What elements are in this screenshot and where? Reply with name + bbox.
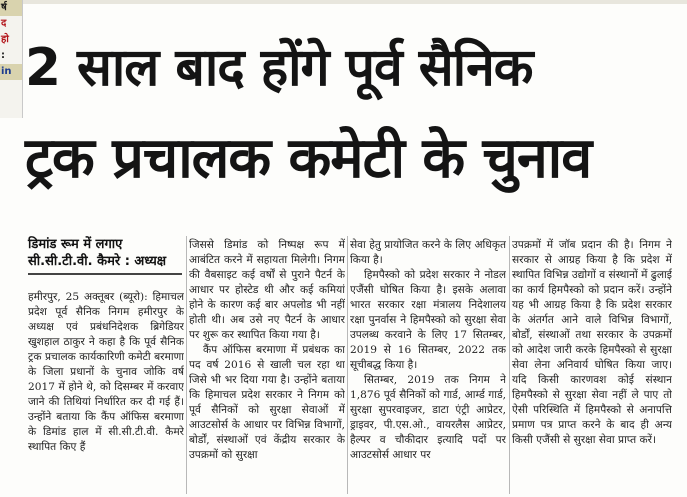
headline-line-2: ट्रक प्रचालक कमेटी के चुनाव (25, 126, 592, 191)
column-1-text: हमीरपुर, 25 अक्तूबर (ब्यूरो): हिमाचल प्रदेश पूर्व सैनिक निगम हमीरपुर के अध्यक्ष एवं प्रबंधनिदेशक ब्रिगेडियर खुशहाल ठाकुर ने कहा है कि पूर्व सैनिक ट्रक प्रचालक कार्यकारिणी कमेटी बरमाणा के जिला प्रधानों के चुनाव जोकि वर्ष 2017 में होने थे, को दिसम्बर में करवाए जाने की तिथियां निर्धारित कर दी गई हैं। उन्होंने बताया कि कैंप ऑफिस बरमाणा के डिमांड हाल में सी.सी.टी.वी. कैमरे स्थापित किए हैं (28, 291, 184, 453)
headline-line-1: 2 साल बाद होंगे पूर्व सैनिक (25, 38, 533, 98)
column-2-paragraph-1: जिससे डिमांड को निष्पक्ष रूप में आबंटित करने में सहायता मिलेगी। निगम की वैबसाइट कई वर्षों से पुराने पैटर्न के आधार पर होस्टेड थी और कई कमियां होने के कारण कई बार अपलोड भी नहीं होती थी। अब उसे नए पैटर्न के आधार पर शुरू कर स्थापित किया गया है। (189, 239, 345, 341)
fragment-line: हो (1, 34, 9, 45)
column-3-paragraph-1: सेवा हेतु प्रायोजित करने के लिए अधिकृत किया है। (350, 239, 506, 266)
fragment-line: द (1, 18, 7, 29)
article-column-2 (189, 238, 345, 496)
column-2-paragraph-2: कैंप ऑफिस बरमाणा में प्रबंधक का पद वर्ष 2016 से खाली चल रहा था जिसे भी भर दिया गया है। उन्होंने बताया कि हिमाचल प्रदेश सरकार ने निगम को पूर्व सैनिकों को सुरक्षा सेवाओं में आउटसोर्स के आधार पर विभिन्न विभागों, बोर्डों, संस्थाओं एवं केंद्रीय सरकार के उपक्रमों को सुरक्षा (189, 344, 345, 461)
column-4-text: उपक्रमों में जॉब प्रदान की है। निगम ने सरकार से आग्रह किया है कि प्रदेश में स्थापित विभिन्न उद्योगों व संस्थानों में ढुलाई का कार्य हिमपैस्को को प्रदान करें। उन्होंने यह भी आग्रह किया है कि प्रदेश सरकार के अंतर्गत आने वाले विभिन्न विभागों, बोर्डों, संस्थाओं तथा सरकार के उपक्रमों को आदेश जारी करके हिमपैस्को से सुरक्षा सेवा लेना अनिवार्य घोषित किया जाए। यदि किसी कारणवश कोई संस्थान हिमपैस्को से सुरक्षा सेवा नहीं ले पाए तो ऐसी परिस्थिति में हिमपैस्को से अनापत्ति प्रमाण पत्र प्राप्त करने के बाद ही अन्य किसी एजैंसी से सुरक्षा सेवा प्राप्त करें। (512, 239, 672, 446)
fragment-line: : (1, 50, 5, 61)
adjacent-article-fragment (0, 0, 23, 118)
column-divider (186, 236, 187, 494)
subheadline (28, 236, 182, 275)
subheadline-line-1: डिमांड रूम में लगाए (28, 237, 123, 252)
column-3-paragraph-3: सितम्बर, 2019 तक निगम ने 1,876 पूर्व सैनिकों को गार्ड, आर्म्ड गार्ड, सुरक्षा सुपरवाइजर, डाटा एंट्री आप्रेटर, ड्राइवर, पी.एस.ओ., वायरलैस आप्रेटर, हैल्पर व चौकीदार इत्यादि पदों पर आउटसोर्स आधार पर (350, 374, 506, 461)
article-column-4 (512, 238, 672, 496)
fragment-line: र्ष (0, 0, 22, 16)
column-3-paragraph-2: हिमपैस्को को प्रदेश सरकार ने नोडल एजैंसी घोषित किया है। इसके अलावा भारत सरकार रक्षा मंत्रालय निदेशालय रक्षा पुनर्वास ने हिमपैस्को को सुरक्षा सेवा उपलब्ध करवाने के लिए 17 सितम्बर, 2019 से 16 सितम्बर, 2022 तक सूचीबद्ध किया है। (350, 269, 506, 371)
subheadline-line-2: सी.सी.टी.वी. कैमरे : अध्यक्ष (28, 254, 167, 269)
column-divider (509, 236, 510, 494)
article-column-3 (350, 238, 506, 496)
page-top-strip (22, 0, 687, 4)
article-column-1 (28, 290, 184, 496)
column-divider (347, 236, 348, 494)
fragment-line: in (0, 64, 22, 80)
